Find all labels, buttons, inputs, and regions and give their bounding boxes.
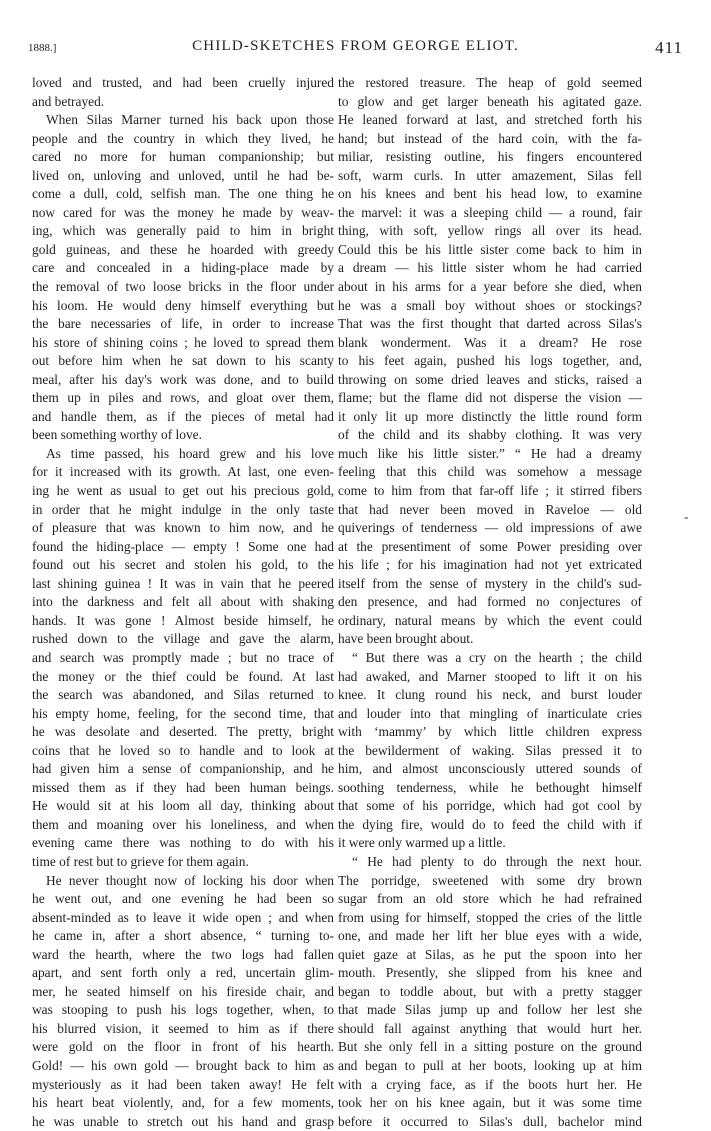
text-line: the money or the thief could be found. At last (32, 668, 334, 684)
text-line: rushed down to the village and gave the alarm, (32, 631, 334, 647)
text-line: him, and almost unconsciously uttered sounds of (338, 761, 642, 777)
text-line: should fall against anything that would hurt her. (338, 1020, 642, 1036)
left-text-column (32, 74, 334, 1131)
text-line: care and concealed in a hiding-place made by (32, 260, 334, 276)
text-line: ward the hearth, where the two logs had fallen (32, 946, 334, 962)
text-line: the restored treasure. The heap of gold seemed (338, 75, 642, 90)
text-line: with ‘mammy’ by which little children express (338, 724, 642, 740)
text-line: of pleasure that was known to him now, and he (32, 520, 334, 536)
text-line: hands. It was gone ! Almost beside himself, he (32, 612, 334, 628)
text-line: the search was abandoned, and Silas returned to (32, 687, 334, 703)
text-line: Could this be his little sister come back to him in (338, 241, 642, 257)
text-line: apart, and sent forth only a red, uncertain glim- (32, 965, 334, 981)
text-line: miliar, resisting outline, his fingers encountered (338, 149, 642, 165)
text-line: mouth. Presently, she slipped from his knee and (338, 965, 642, 981)
text-line: Gold! — his own gold — brought back to him as (32, 1057, 334, 1073)
text-line: of the child and its shabby clothing. It was very (338, 427, 642, 443)
text-line: soothing tenderness, while he bethought himself (338, 779, 642, 795)
text-line: at the presentiment of some Power presiding over (338, 538, 642, 554)
text-line: about in his arms for a year before she died, when (338, 279, 642, 295)
text-line: and search was promptly made ; but no trace of (32, 649, 334, 665)
text-line: He never thought now of locking his door when (46, 872, 334, 888)
text-line: to his feet again, pushed his logs together, and, (338, 353, 642, 369)
text-line: thing, with soft, yellow rings all over its head. (338, 223, 642, 239)
text-line: gold guineas, and these he hoarded with greedy (32, 241, 334, 257)
text-line: with a crying face, as if the boots hurt her. He (338, 1076, 642, 1092)
text-line: into the darkness and felt all about with shaking (32, 594, 334, 610)
header-title: CHILD-SKETCHES FROM GEORGE ELIOT. (192, 38, 519, 54)
text-line: and betrayed. (32, 93, 105, 109)
running-header (28, 38, 683, 58)
text-line: When Silas Marner turned his back upon those (46, 112, 334, 128)
text-line: coins that he loved so to handle and to look at (32, 742, 334, 758)
text-line: absent-minded as to leave it wide open ; and when (32, 909, 334, 925)
text-line: that some of his porridge, which had got cool by (338, 798, 642, 814)
text-line: now cared for was the money he made by weav- (32, 204, 334, 220)
text-line: the marvel: it was a sleeping child — a round, fair (338, 204, 642, 220)
margin-mark: - (684, 509, 689, 524)
text-line: one, and made her lift her blue eyes with a wide, (338, 928, 642, 944)
text-line: flame; but the flame did not disperse the vision — (338, 390, 642, 406)
text-line: That was the first thought that darted across Silas's (338, 316, 642, 332)
text-line: knee. It clung round his neck, and burst louder (338, 687, 642, 703)
text-line: and louder into that mingling of inarticulate cries (338, 705, 642, 721)
text-line: soft, warm curls. In utter amazement, Silas fell (338, 167, 642, 183)
text-line: began to toddle about, but with a pretty stagger (338, 983, 642, 999)
text-line: he went out, and one evening he had been so (32, 891, 334, 907)
text-line: quiet gaze at Silas, as he put the spoon into her (338, 946, 642, 962)
text-line: it were only warmed up a little. (338, 835, 506, 851)
text-line: mysteriously as it had been taken away! He felt (32, 1076, 334, 1092)
text-line: for it increased with its growth. At last, one even- (32, 464, 334, 480)
text-line: come to him from that far-off life ; it stirred fibers (338, 483, 642, 499)
text-line: his loom. He would deny himself everything but (32, 297, 334, 313)
text-line: quiverings of tenderness — old impressions of awe (338, 520, 642, 536)
text-line: “ But there was a cry on the hearth ; the child (352, 649, 642, 665)
text-line: ing, which was generally paid to him in bright (32, 223, 334, 239)
text-line: he was a small boy without shoes or stockings? (338, 297, 642, 313)
text-line: ing he went as usual to get out his precious gold, (32, 483, 334, 499)
text-line: meal, after his day's work was done, and to build (32, 371, 334, 387)
text-line: have been brought about. (338, 631, 474, 647)
text-line: his blurred vision, it seemed to him as if there (32, 1020, 334, 1036)
text-line: his store of shining coins ; he loved to spread them (32, 334, 334, 350)
text-line: the bare necessaries of life, in order to increase (32, 316, 334, 332)
text-line: found the hiding-place — empty ! Some one had (32, 538, 334, 554)
text-line: the dying fire, would do to feed the child with if (338, 816, 642, 832)
text-line: ordinary, natural means by which the event could (338, 612, 642, 628)
text-line: was stooping to push his logs together, when, to (32, 1002, 334, 1018)
text-line: his heart beat violently, and, for a few moments, (32, 1095, 334, 1111)
text-line: out before him when he sat down to his scanty (32, 353, 334, 369)
text-line: the bewilderment of waking. Silas pressed it to (338, 742, 642, 758)
text-line: lived on, unloving and unloved, until he had be- (32, 167, 334, 183)
text-line: his life ; for his imagination had not yet extricated (338, 557, 642, 573)
text-line: found out his secret and stolen his gold, to the (32, 557, 334, 573)
text-line: been something worthy of love. (32, 427, 202, 443)
text-line: evening came there was nothing to do with his (32, 835, 334, 851)
text-line: throwing on some dried leaves and sticks, raised a (338, 371, 642, 387)
text-line: had awaked, and Marner stooped to lift it on his (338, 668, 642, 684)
text-line: the removal of two loose bricks in the floor under (32, 279, 334, 295)
page-number: 411 (655, 38, 683, 57)
text-line: blank wonderment. Was it a dream? He rose (338, 334, 642, 350)
text-line: But she only fell in a sitting posture on the ground (338, 1039, 642, 1055)
text-line: sugar from an old store which he had refrained (338, 891, 642, 907)
text-line: before it occurred to Silas's dull, bachelor mind (338, 1113, 642, 1129)
text-line: had given him a sense of companionship, and he (32, 761, 334, 777)
text-line: in order that he might indulge in the only taste (32, 501, 334, 517)
text-line: people and the country in which they lived, he (32, 130, 334, 146)
text-line: The porridge, sweetened with some dry brown (338, 872, 642, 888)
text-line: loved and trusted, and had been cruelly injured (32, 75, 334, 90)
text-line: den presence, and had formed no conjectures of (338, 594, 642, 610)
text-line: to glow and get larger beneath his agitated gaze. (338, 93, 642, 109)
text-line: time of rest but to grieve for them again. (32, 853, 249, 869)
text-line: were gold on the floor in front of his hearth. (32, 1039, 334, 1055)
text-line: last shining guinea ! It was in vain that he peered (32, 575, 334, 591)
text-line: He leaned forward at last, and stretched forth his (338, 112, 642, 128)
text-line: As time passed, his hoard grew and his love (46, 445, 334, 461)
text-line: his empty home, feeling, for the second time, that (32, 705, 334, 721)
right-text-column (338, 74, 642, 1131)
text-line: on his knees and bent his head low, to examine (338, 186, 642, 202)
text-line: and handle them, as if the pieces of metal had (32, 408, 334, 424)
text-line: “ He had plenty to do through the next hour. (352, 853, 642, 869)
text-line: took her on his knee again, but it was some time (338, 1095, 642, 1111)
header-year: 1888.] (28, 42, 57, 54)
text-line: them and moaning over his loneliness, and when (32, 816, 334, 832)
text-line: that had never been moved in Raveloe — old (338, 501, 642, 517)
text-line: he came in, after a short absence, “ turning to- (32, 928, 334, 944)
text-line: mer, he seated himself on his fireside chair, and (32, 983, 334, 999)
text-line: hand; but instead of the hard coin, with the fa- (338, 130, 642, 146)
text-line: much like his little sister.” “ He had a dreamy (338, 445, 642, 461)
text-line: he was desolate and deserted. The pretty, bright (32, 724, 334, 740)
text-line: He would sit at his loom all day, thinking about (32, 798, 334, 814)
text-line: come a dull, cold, selfish man. The one thing he (32, 186, 334, 202)
text-line: that made Silas jump up and follow her lest she (338, 1002, 642, 1018)
text-line: and began to pull at her boots, looking up at him (338, 1057, 642, 1073)
text-line: itself from the sense of mystery in the child's sud- (338, 575, 642, 591)
text-line: a dream — his little sister whom he had carried (338, 260, 642, 276)
text-line: he was unable to stretch out his hand and grasp (32, 1113, 334, 1129)
text-line: missed them as if they had been human beings. (32, 779, 334, 795)
text-line: feeling that this child was somehow a message (338, 464, 642, 480)
text-line: it only lit up more distinctly the little round form (338, 408, 642, 424)
text-line: cared no more for human companionship; but (32, 149, 334, 165)
text-line: them up in piles and rows, and gloat over them, (32, 390, 334, 406)
text-line: from using for himself, stopped the cries of the little (338, 909, 642, 925)
